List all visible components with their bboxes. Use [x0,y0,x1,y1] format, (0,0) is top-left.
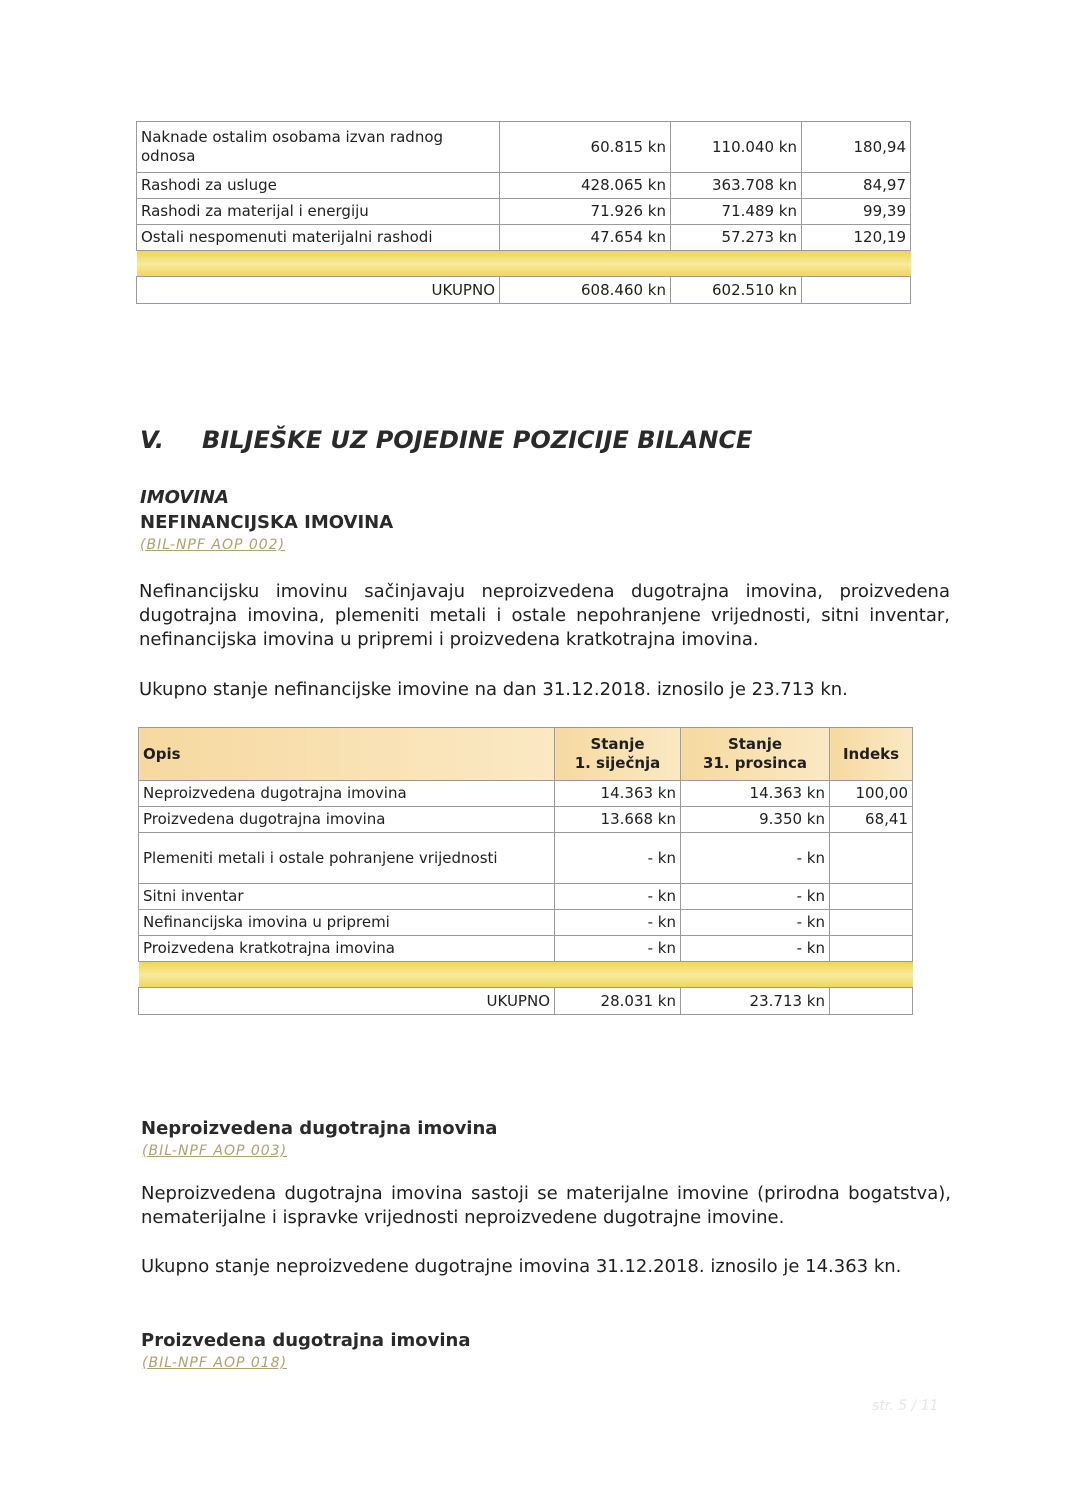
row-label: Naknade ostalim osobama izvan radnog odnosa [137,122,500,173]
neproizvedena-heading: Neproizvedena dugotrajna imovina [141,1118,498,1139]
imovina-paragraph-1: Nefinancijsku imovinu sačinjavaju neproizvedena dugotrajna imovina, proizvedena dugotrajna imovina, plemeniti metali i ostale nepohranjene vrijednosti, sitni inventar, nefinancijska imovina u pripremi i proizvedena kratkotrajna imovina. [139,581,950,650]
row-value-2: - kn [681,884,830,910]
row-label: Plemeniti metali i ostale pohranjene vrijednosti [139,833,555,884]
row-value-2: 363.708 kn [671,173,802,199]
row-index [830,833,913,884]
row-value-1: 428.065 kn [500,173,671,199]
row-label: Neproizvedena dugotrajna imovina [139,781,555,807]
header-stanje-1-line2: 1. siječnja [574,754,661,772]
row-index: 68,41 [830,807,913,833]
row-value-2: - kn [681,833,830,884]
row-value-1: - kn [555,884,681,910]
table-separator [139,962,913,988]
row-value-2: 14.363 kn [681,781,830,807]
row-label: Rashodi za materijal i energiju [137,199,500,225]
table-separator [137,251,911,277]
row-index: 84,97 [802,173,911,199]
imovina-heading: IMOVINA [140,487,229,508]
total-value-1: 608.460 kn [500,277,671,304]
header-indeks: Indeks [830,728,913,781]
section-number: V. [140,426,164,454]
table-header-row [139,728,913,781]
row-value-2: 57.273 kn [671,225,802,251]
row-value-1: - kn [555,936,681,962]
row-value-2: - kn [681,936,830,962]
row-value-1: - kn [555,910,681,936]
row-index [830,936,913,962]
total-row [139,988,913,1015]
row-index: 100,00 [830,781,913,807]
total-label: UKUPNO [137,277,500,304]
row-label: Nefinancijska imovina u pripremi [139,910,555,936]
total-label: UKUPNO [139,988,555,1015]
total-index [802,277,911,304]
table-row [137,173,911,199]
table-row [139,910,913,936]
section-heading [140,426,752,454]
row-label: Rashodi za usluge [137,173,500,199]
total-value-2: 602.510 kn [671,277,802,304]
row-index [830,910,913,936]
imovina-paragraph-2: Ukupno stanje nefinancijske imovine na dan 31.12.2018. iznosilo je 23.713 kn. [139,679,848,700]
aop-reference-018: (BIL-NPF AOP 018) [142,1355,288,1371]
neproizvedena-paragraph-2: Ukupno stanje neproizvedene dugotrajne imovina 31.12.2018. iznosilo je 14.363 kn. [141,1256,902,1277]
row-label: Proizvedena dugotrajna imovina [139,807,555,833]
row-value-1: 47.654 kn [500,225,671,251]
table-row [137,225,911,251]
expenses-table [136,121,911,304]
row-value-2: 110.040 kn [671,122,802,173]
row-label: Sitni inventar [139,884,555,910]
table-row [139,833,913,884]
table-row [137,199,911,225]
header-stanje-2-line2: 31. prosinca [703,754,807,772]
header-stanje-1 [555,728,681,781]
table-row [139,781,913,807]
row-value-1: - kn [555,833,681,884]
header-opis: Opis [139,728,555,781]
table-row [139,807,913,833]
neproizvedena-paragraph-1: Neproizvedena dugotrajna imovina sastoji se materijalne imovine (prirodna bogatstva), nematerijalne i ispravke vrijednosti neproizvedene dugotrajne imovine. [141,1183,951,1228]
table-row [139,884,913,910]
row-index [830,884,913,910]
aop-reference: (BIL-NPF AOP 002) [140,537,286,553]
row-value-1: 60.815 kn [500,122,671,173]
row-label: Proizvedena kratkotrajna imovina [139,936,555,962]
section-title: BILJEŠKE UZ POJEDINE POZICIJE BILANCE [202,426,753,454]
row-value-2: 71.489 kn [671,199,802,225]
row-index: 99,39 [802,199,911,225]
header-stanje-2 [681,728,830,781]
total-value-2: 23.713 kn [681,988,830,1015]
row-index: 120,19 [802,225,911,251]
total-row [137,277,911,304]
row-value-2: 9.350 kn [681,807,830,833]
aop-reference-003: (BIL-NPF AOP 003) [142,1143,288,1159]
table-row [137,122,911,173]
total-value-1: 28.031 kn [555,988,681,1015]
row-value-1: 14.363 kn [555,781,681,807]
header-stanje-2-line1: Stanje [727,735,783,753]
row-value-2: - kn [681,910,830,936]
proizvedena-heading: Proizvedena dugotrajna imovina [141,1330,471,1351]
row-label: Ostali nespomenuti materijalni rashodi [137,225,500,251]
nonfinancial-assets-table [138,727,913,1015]
row-value-1: 71.926 kn [500,199,671,225]
table-row [139,936,913,962]
nefinancijska-heading: NEFINANCIJSKA IMOVINA [140,512,394,533]
header-stanje-1-line1: Stanje [590,735,645,753]
total-index [830,988,913,1015]
row-index: 180,94 [802,122,911,173]
page-number: str. 5 / 11 [872,1398,939,1414]
row-value-1: 13.668 kn [555,807,681,833]
